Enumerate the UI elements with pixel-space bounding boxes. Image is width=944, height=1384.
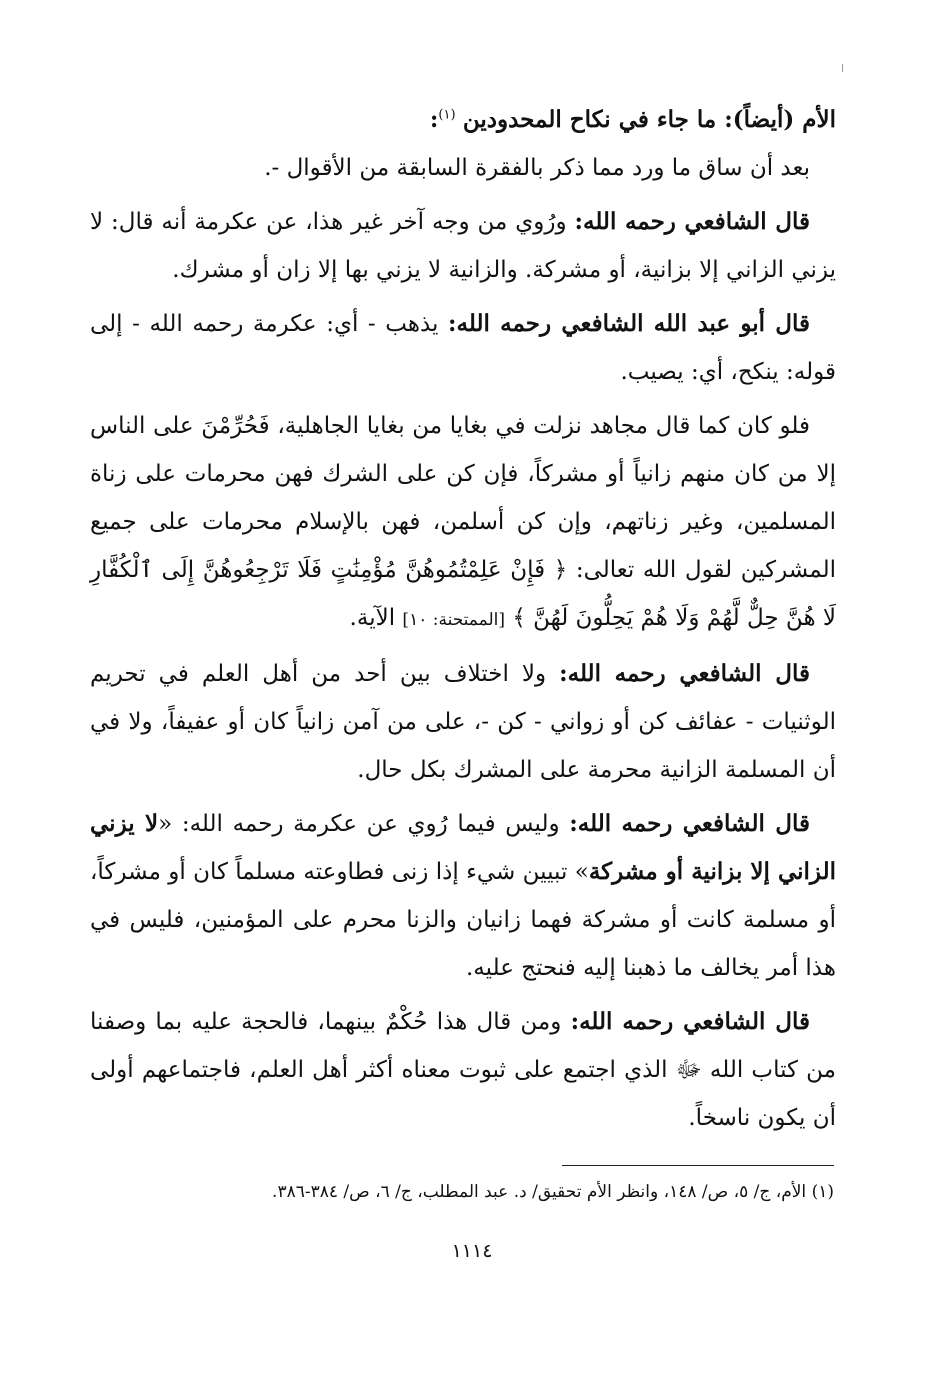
heading-title: الأم (أيضاً): ما جاء في نكاح المحدودين: [462, 106, 836, 133]
paragraph-4-lead: قال الشافعي رحمه الله:: [559, 660, 810, 687]
paragraph-5-text-a: وليس فيما رُوي عن عكرمة رحمه الله: «: [158, 811, 560, 837]
paragraph-3-text: فلو كان كما قال مجاهد نزلت في بغايا من بغايا الجاهلية، فَحُرِّمْنَ على الناس إلا من كان منهم زانياً أو مشركاً، فإن كن على الشرك فهن محرمات على زناة المسلمين، وغير زناتهم، وإن كن أسلمن، فهن بالإسلام محرمات على جميع المشركين لقول الله تعالى:: [90, 413, 837, 583]
footnote-text: الأم، ج/ ٥، ص/ ١٤٨، وانظر الأم تحقيق/ د. عبد المطلب، ج/ ٦، ص/ ٣٨٤-٣٨٦.: [272, 1182, 807, 1202]
paragraph-5-lead: قال الشافعي رحمه الله:: [569, 810, 810, 837]
paragraph-1: [90, 198, 836, 294]
paragraph-3-tail: الآية.: [349, 605, 396, 631]
page-body: [90, 96, 836, 1148]
section-heading: [90, 96, 836, 144]
heading-colon: :: [429, 106, 439, 133]
verse-reference: [الممتحنة: ١٠]: [402, 610, 505, 630]
footnote-divider: [562, 1165, 834, 1166]
paragraph-2-lead: قال أبو عبد الله الشافعي رحمه الله:: [448, 310, 811, 337]
scan-mark: [842, 64, 843, 72]
paragraph-2-text: يذهب - أي: عكرمة رحمه الله - إلى قوله: ينكح، أي: يصيب.: [90, 311, 836, 385]
paragraph-1-text: ورُوي من وجه آخر غير هذا، عن عكرمة أنه قال: لا يزني الزاني إلا بزانية، أو مشركة. والزانية لا يزني بها إلا زان أو مشرك.: [90, 209, 836, 283]
page-number: ١١١٤: [451, 1240, 493, 1262]
paragraph-5-text-b: » تبيين شيء إذا زنى فطاوعته مسلماً كان أو مشركاً، أو مسلمة كانت أو مشركة فهما زانيان والزنا محرم على المؤمنين، فليس في هذا أمر يخالف ما ذهبنا إليه فنحتج عليه.: [90, 859, 836, 981]
heading-footnote-ref: (١): [438, 107, 456, 123]
footnote: [150, 1178, 834, 1206]
paragraph-6-lead: قال الشافعي رحمه الله:: [570, 1008, 810, 1035]
intro-paragraph: [90, 144, 836, 192]
paragraph-2: [90, 300, 836, 396]
footnote-marker: (١): [811, 1182, 834, 1202]
paragraph-4-text: ولا اختلاف بين أحد من أهل العلم في تحريم الوثنيات - عفائف كن أو زواني - كن -، على من آمن زانياً كان أو عفيفاً، ولا في أن المسلمة الزانية محرمة على المشرك بكل حال.: [90, 661, 836, 783]
paragraph-5-quote: لا يزني الزاني إلا بزانية أو مشركة: [90, 810, 836, 885]
paragraph-5: [90, 800, 836, 992]
paragraph-6-text: ومن قال هذا حُكْمٌ بينهما، فالحجة عليه بما وصفنا من كتاب الله ﷻ الذي اجتمع على ثبوت معناه أكثر أهل العلم، فاجتماعهم أولى أن يكون ناسخاً.: [90, 1009, 836, 1131]
paragraph-3: [90, 402, 836, 644]
paragraph-1-lead: قال الشافعي رحمه الله:: [574, 208, 811, 235]
paragraph-4: [90, 650, 836, 794]
paragraph-6: [90, 998, 836, 1142]
intro-text: بعد أن ساق ما ورد مما ذكر بالفقرة السابقة من الأقوال -.: [264, 155, 810, 181]
quran-verse: ﴿ فَإِنْ عَلِمْتُمُوهُنَّ مُؤْمِنَٰتٍ فَلَا تَرْجِعُوهُنَّ إِلَى ٱلْكُفَّارِ لَا هُنَّ حِلٌّ لَّهُمْ وَلَا هُمْ يَحِلُّونَ لَهُنَّ ﴾: [90, 557, 836, 631]
